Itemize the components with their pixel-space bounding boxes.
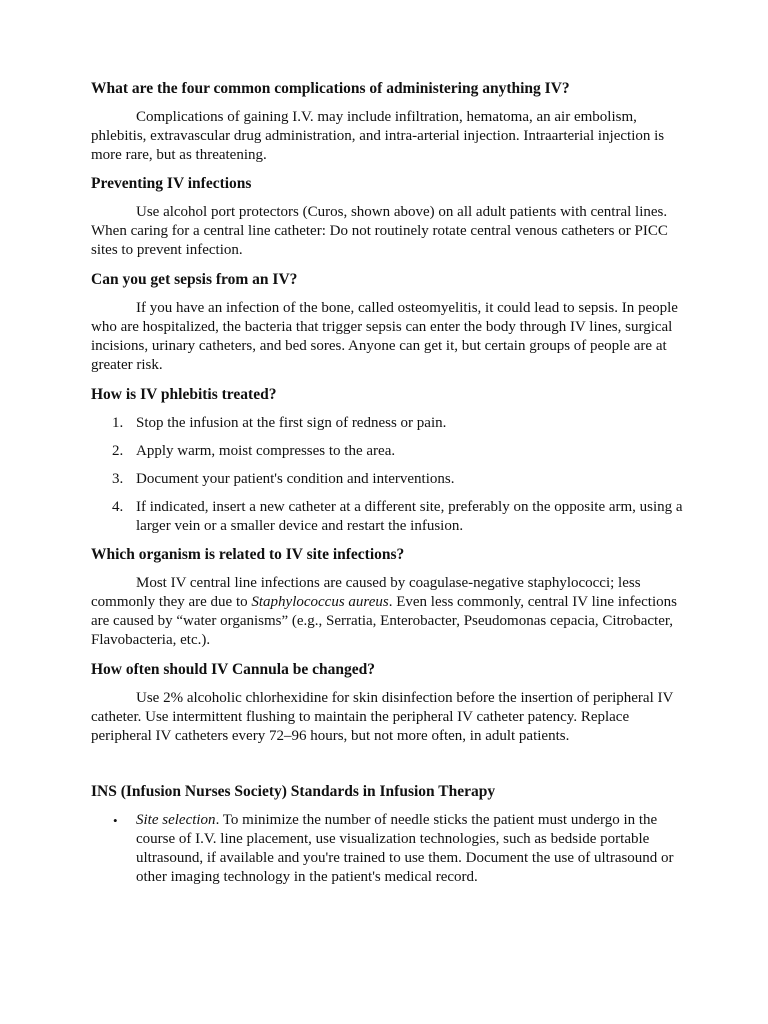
heading-sepsis: Can you get sepsis from an IV? (91, 271, 298, 288)
paragraph-preventing-infections: Use alcohol port protectors (Curos, shown above) on all adult patients with central lines. When caring for a central line catheter: Do not routinely rotate central venous catheters or PICC sites to prevent infection. (91, 204, 668, 258)
list-item (91, 470, 691, 489)
heading-cannula-change: How often should IV Cannula be changed? (91, 661, 375, 678)
heading-phlebitis-treatment: How is IV phlebitis treated? (91, 386, 277, 403)
list-number: 1. (112, 415, 124, 431)
ins-standards-list (91, 811, 691, 887)
list-item-text: Stop the infusion at the first sign of redness or pain. (136, 415, 447, 431)
bullet-text: . To minimize the number of needle sticks the patient must undergo in the course of I.V. line placement, use visualization technologies, such as bedside portable ultrasound, if available and you're trained to use them. Document the use of ultrasound or other imaging technology in the patient's medical record. (136, 812, 674, 885)
paragraph-cannula-change: Use 2% alcoholic chlorhexidine for skin disinfection before the insertion of peripheral IV catheter. Use intermittent flushing to maintain the peripheral IV catheter patency. Replace peripheral IV catheters every 72–96 hours, but not more often, in adult patients. (91, 690, 674, 744)
paragraph-organism-part-a: Most IV central line infections are caused by coagulase-negative staphylococci; less commonly they are due to (91, 575, 641, 610)
bullet-lead-italic: Site selection (136, 812, 216, 828)
heading-preventing-infections: Preventing IV infections (91, 175, 252, 192)
document-body (91, 79, 691, 887)
list-number: 4. (112, 499, 124, 515)
section-spacer (91, 756, 691, 782)
list-item (91, 811, 691, 887)
heading-organism: Which organism is related to IV site infections? (91, 546, 405, 563)
list-item-text: If indicated, insert a new catheter at a different site, preferably on the opposite arm, using a larger vein or a smaller device and restart the infusion. (136, 499, 683, 534)
heading-ins-standards: INS (Infusion Nurses Society) Standards in Infusion Therapy (91, 783, 496, 800)
paragraph-organism (91, 574, 691, 650)
bullet-icon: • (113, 813, 118, 828)
organism-name-italic: Staphylococcus aureus (251, 594, 389, 610)
paragraph-complications: Complications of gaining I.V. may include infiltration, hematoma, an air embolism, phlebitis, extravascular drug administration, and intra-arterial injection. Intraarterial injection is more rare, but as threatening. (91, 109, 665, 163)
list-number: 3. (112, 471, 124, 487)
list-item-text: Apply warm, moist compresses to the area. (136, 443, 396, 459)
phlebitis-steps-list (91, 414, 691, 536)
list-number: 2. (112, 443, 124, 459)
paragraph-sepsis: If you have an infection of the bone, called osteomyelitis, it could lead to sepsis. In people who are hospitalized, the bacteria that trigger sepsis can enter the body through IV lines, surgical incisions, urinary catheters, and bed sores. Anyone can get it, but certain groups of people are at greater risk. (91, 300, 678, 373)
list-item (91, 442, 691, 461)
heading-complications: What are the four common complications of administering anything IV? (91, 80, 570, 97)
list-item (91, 498, 691, 536)
list-item (91, 414, 691, 433)
list-item-text: Document your patient's condition and interventions. (136, 471, 455, 487)
paragraph-organism-part-b: . Even less commonly, central IV line infections are caused by “water organisms” (e.g., Serratia, Enterobacter, Pseudomonas cepacia, Citrobacter, Flavobacteria, etc.). (91, 594, 677, 648)
